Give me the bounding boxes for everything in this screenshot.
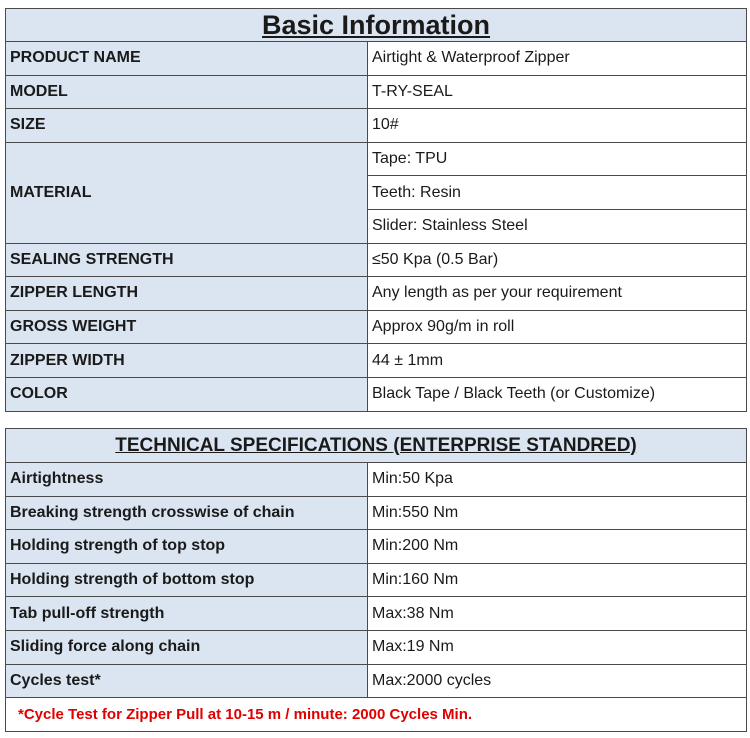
model-label: MODEL bbox=[6, 75, 368, 109]
spec-value: Max:2000 cycles bbox=[368, 664, 747, 698]
spec-value: Min:200 Nm bbox=[368, 530, 747, 564]
product-name-label: PRODUCT NAME bbox=[6, 42, 368, 76]
color-label: COLOR bbox=[6, 377, 368, 411]
zipper-width-value: 44 ± 1mm bbox=[368, 344, 747, 378]
zipper-length-value: Any length as per your requirement bbox=[368, 277, 747, 311]
table-row bbox=[6, 277, 747, 311]
spec-value: Min:50 Kpa bbox=[368, 463, 747, 497]
table-row bbox=[6, 530, 747, 564]
material-slider-value: Slider: Stainless Steel bbox=[368, 209, 747, 243]
table-row bbox=[6, 630, 747, 664]
spec-label: Holding strength of top stop bbox=[6, 530, 368, 564]
technical-specifications-title: TECHNICAL SPECIFICATIONS (ENTERPRISE STANDRED) bbox=[6, 429, 747, 463]
size-value: 10# bbox=[368, 109, 747, 143]
gross-weight-value: Approx 90g/m in roll bbox=[368, 310, 747, 344]
color-value: Black Tape / Black Teeth (or Customize) bbox=[368, 377, 747, 411]
spec-label: Tab pull-off strength bbox=[6, 597, 368, 631]
table-row bbox=[6, 377, 747, 411]
size-label: SIZE bbox=[6, 109, 368, 143]
table-row bbox=[6, 310, 747, 344]
table-row bbox=[6, 75, 747, 109]
table-row bbox=[6, 597, 747, 631]
product-name-value: Airtight & Waterproof Zipper bbox=[368, 42, 747, 76]
table-row bbox=[6, 109, 747, 143]
table-row bbox=[6, 463, 747, 497]
spec-label: Holding strength of bottom stop bbox=[6, 563, 368, 597]
table-row bbox=[6, 344, 747, 378]
spec-value: Min:550 Nm bbox=[368, 496, 747, 530]
sealing-strength-value: ≤50 Kpa (0.5 Bar) bbox=[368, 243, 747, 277]
spec-label: Cycles test* bbox=[6, 664, 368, 698]
material-teeth-value: Teeth: Resin bbox=[368, 176, 747, 210]
zipper-length-label: ZIPPER LENGTH bbox=[6, 277, 368, 311]
spec-value: Max:19 Nm bbox=[368, 630, 747, 664]
cycle-test-note: *Cycle Test for Zipper Pull at 10-15 m / minute: 2000 Cycles Min. bbox=[6, 698, 747, 732]
zipper-width-label: ZIPPER WIDTH bbox=[6, 344, 368, 378]
table-row bbox=[6, 142, 747, 176]
basic-information-title: Basic Information bbox=[6, 9, 747, 42]
spec-label: Breaking strength crosswise of chain bbox=[6, 496, 368, 530]
material-tape-value: Tape: TPU bbox=[368, 142, 747, 176]
table-row bbox=[6, 42, 747, 76]
table-row bbox=[6, 563, 747, 597]
sealing-strength-label: SEALING STRENGTH bbox=[6, 243, 368, 277]
material-label: MATERIAL bbox=[6, 142, 368, 243]
spec-label: Sliding force along chain bbox=[6, 630, 368, 664]
table-row bbox=[6, 243, 747, 277]
table-row bbox=[6, 664, 747, 698]
gross-weight-label: GROSS WEIGHT bbox=[6, 310, 368, 344]
table-row bbox=[6, 496, 747, 530]
spec-label: Airtightness bbox=[6, 463, 368, 497]
model-value: T-RY-SEAL bbox=[368, 75, 747, 109]
basic-information-table bbox=[5, 8, 747, 412]
spec-value: Min:160 Nm bbox=[368, 563, 747, 597]
technical-specifications-table bbox=[5, 428, 747, 732]
spec-value: Max:38 Nm bbox=[368, 597, 747, 631]
